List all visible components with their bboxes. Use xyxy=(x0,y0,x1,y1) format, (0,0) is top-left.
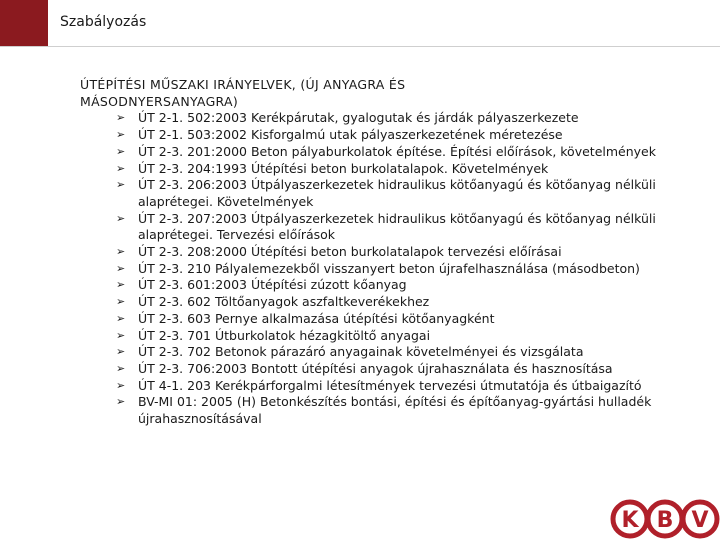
list-item-text: ÚT 2-3. 706:2003 Bontott útépítési anyagok újrahasználata és hasznosítása xyxy=(138,360,613,376)
list-item-text: ÚT 2-3. 210 Pályalemezekből visszanyert beton újrafelhasználása (másodbeton) xyxy=(138,260,640,276)
heading-line-1: ÚTÉPÍTÉSI MŰSZAKI IRÁNYELVEK, (ÚJ ANYAGRA ÉS xyxy=(80,77,406,92)
bullet-arrow-icon: ➢ xyxy=(116,178,126,192)
list-item xyxy=(80,311,660,328)
bullet-arrow-icon: ➢ xyxy=(116,395,126,409)
bullet-arrow-icon: ➢ xyxy=(116,328,126,342)
standards-list xyxy=(80,110,660,427)
list-item-text: ÚT 2-3. 701 Útburkolatok hézagkitöltő anyagai xyxy=(138,327,431,343)
bullet-arrow-icon: ➢ xyxy=(116,111,126,125)
section-heading xyxy=(80,77,660,110)
bullet-arrow-icon: ➢ xyxy=(116,345,126,359)
kbv-logo xyxy=(610,498,720,540)
heading-line-2: MÁSODNYERSANYAGRA) xyxy=(80,93,239,109)
list-item-text: ÚT 2-3. 207:2003 Útpályaszerkezetek hidraulikus kötőanyagú és kötőanyag nélküli alaprétegei. Tervezési előírások xyxy=(138,210,656,243)
header-accent xyxy=(0,0,48,46)
list-item xyxy=(80,211,660,244)
list-item-text: BV-MI 01: 2005 (H) Betonkészítés bontási, építési és építőanyag-gyártási hulladék újrahasznosításával xyxy=(138,394,652,427)
list-item xyxy=(80,110,660,127)
bullet-arrow-icon: ➢ xyxy=(116,295,126,309)
bullet-arrow-icon: ➢ xyxy=(116,211,126,225)
logo-letter-b: B xyxy=(656,508,674,533)
list-item-text: ÚT 2-3. 702 Betonok párazáró anyagainak követelményei és vizsgálata xyxy=(138,344,584,360)
list-item xyxy=(80,294,660,311)
list-item xyxy=(80,261,660,278)
list-item-text: ÚT 2-3. 206:2003 Útpályaszerkezetek hidraulikus kötőanyagú és kötőanyag nélküli alaprétegei. Követelmények xyxy=(138,177,656,209)
list-item-text: ÚT 2-3. 603 Pernye alkalmazása útépítési kötőanyagként xyxy=(138,310,495,326)
list-item xyxy=(80,244,660,261)
list-item-text: ÚT 2-3. 208:2000 Útépítési beton burkolatalapok tervezési előírásai xyxy=(138,244,562,260)
bullet-arrow-icon: ➢ xyxy=(116,361,126,375)
list-item-text: ÚT 4-1. 203 Kerékpárforgalmi létesítmények tervezési útmutatója és útbaigazító xyxy=(138,377,642,393)
list-item xyxy=(80,161,660,178)
logo-letter-k: K xyxy=(621,508,639,533)
list-item xyxy=(80,378,660,395)
document-body xyxy=(80,77,660,428)
bullet-arrow-icon: ➢ xyxy=(116,245,126,259)
logo-letter-v: V xyxy=(691,508,709,533)
page-title: Szabályozás xyxy=(60,14,147,30)
bullet-arrow-icon: ➢ xyxy=(116,278,126,292)
list-item xyxy=(80,177,660,210)
list-item-text: ÚT 2-3. 201:2000 Beton pályaburkolatok építése. Építési előírások, követelmények xyxy=(138,143,656,159)
list-item-text: ÚT 2-1. 503:2002 Kisforgalmú utak pályaszerkezetének méretezése xyxy=(138,127,563,143)
list-item xyxy=(80,144,660,161)
bullet-arrow-icon: ➢ xyxy=(116,311,126,325)
list-item xyxy=(80,394,660,427)
list-item xyxy=(80,344,660,361)
list-item-text: ÚT 2-3. 602 Töltőanyagok aszfaltkeverékekhez xyxy=(138,294,430,310)
list-item xyxy=(80,328,660,345)
list-item-text: ÚT 2-1. 502:2003 Kerékpárutak, gyalogutak és járdák pályaszerkezete xyxy=(138,110,579,126)
bullet-arrow-icon: ➢ xyxy=(116,128,126,142)
bullet-arrow-icon: ➢ xyxy=(116,261,126,275)
bullet-arrow-icon: ➢ xyxy=(116,161,126,175)
list-item xyxy=(80,127,660,144)
bullet-arrow-icon: ➢ xyxy=(116,378,126,392)
list-item-text: ÚT 2-3. 601:2003 Útépítési zúzott kőanyag xyxy=(138,277,407,293)
header-bar xyxy=(0,0,720,47)
list-item xyxy=(80,277,660,294)
list-item-text: ÚT 2-3. 204:1993 Útépítési beton burkolatalapok. Követelmények xyxy=(138,160,549,176)
bullet-arrow-icon: ➢ xyxy=(116,144,126,158)
list-item xyxy=(80,361,660,378)
